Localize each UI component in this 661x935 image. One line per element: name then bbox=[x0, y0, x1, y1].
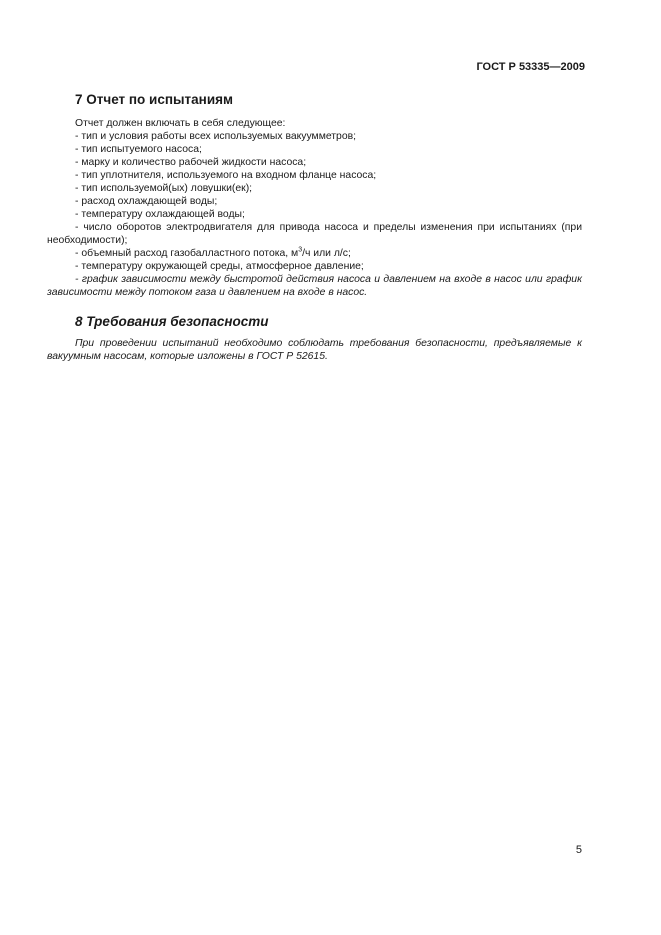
page-number: 5 bbox=[575, 844, 582, 856]
page-content bbox=[47, 92, 582, 363]
flow-superscript: 3 bbox=[298, 246, 303, 254]
list-item: - тип испытуемого насоса; bbox=[75, 144, 202, 155]
flow-text: - объемный расход газобалластного потока, м bbox=[75, 248, 299, 259]
list-item: - температуру окружающей среды, атмосферное давление; bbox=[75, 261, 364, 272]
list-item-graph: - график зависимости между быстротой действия насоса и давлением на входе в насос или график зависимости между потоком газа и давлением на входе в насос. bbox=[47, 274, 582, 298]
list-item: - температуру охлаждающей воды; bbox=[75, 209, 245, 220]
list-item: - расход охлаждающей воды; bbox=[75, 196, 218, 207]
list-item: - тип уплотнителя, используемого на входном фланце насоса; bbox=[75, 170, 377, 181]
section-8-text: При проведении испытаний необходимо соблюдать требования безопасности, предъявляемые к вакуумным насосам, которые изложены в ГОСТ Р 52615. bbox=[47, 338, 582, 362]
list-item: - тип используемой(ых) ловушки(ек); bbox=[75, 183, 253, 194]
list-item: - число оборотов электродвигателя для привода насоса и пределы изменения при испытаниях (при необходимости); bbox=[47, 222, 582, 246]
list-item: - марку и количество рабочей жидкости насоса; bbox=[75, 157, 307, 168]
flow-text-end: /ч или л/с; bbox=[302, 248, 351, 259]
section-7-intro: Отчет должен включать в себя следующее: bbox=[75, 118, 286, 129]
list-item-flow bbox=[47, 247, 582, 260]
section-8-title: 8 Требования безопасности bbox=[75, 314, 269, 329]
document-code: ГОСТ Р 53335—2009 bbox=[476, 61, 585, 73]
list-item: - тип и условия работы всех используемых вакуумметров; bbox=[75, 131, 357, 142]
section-7-title: 7 Отчет по испытаниям bbox=[75, 92, 233, 107]
